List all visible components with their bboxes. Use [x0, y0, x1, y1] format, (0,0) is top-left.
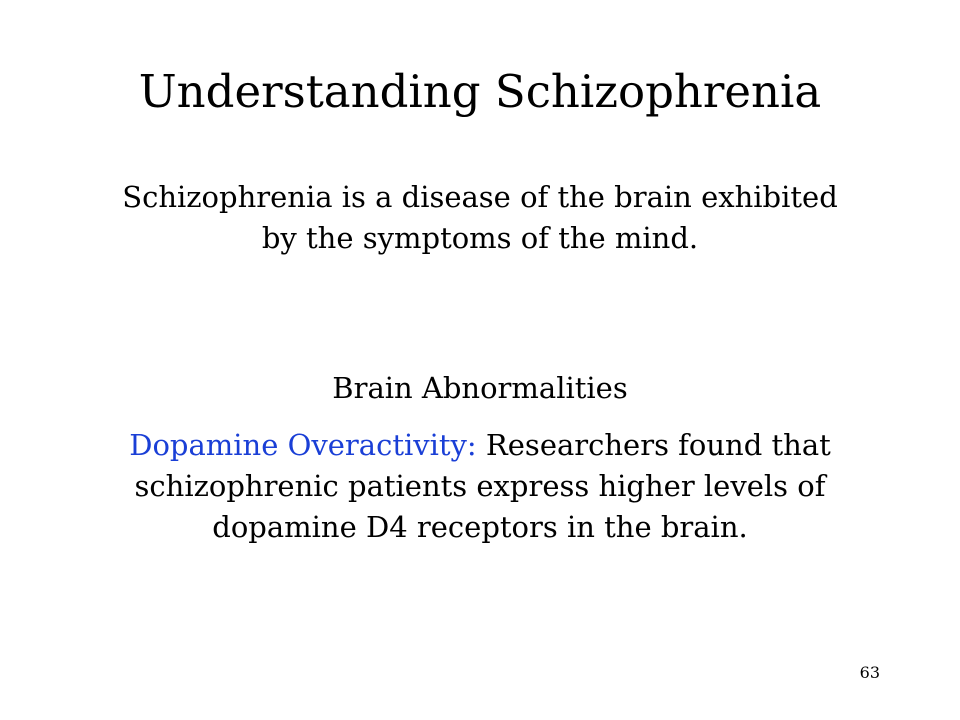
detail-line-2: schizophrenic patients express higher levels of: [134, 469, 826, 503]
detail-paragraph: [60, 425, 900, 548]
highlighted-term: Dopamine Overactivity:: [129, 428, 477, 462]
detail-line-1-text: Researchers found that: [476, 428, 831, 462]
page-number: 63: [859, 663, 880, 682]
detail-line-3: dopamine D4 receptors in the brain.: [212, 510, 748, 544]
intro-paragraph: [60, 177, 900, 259]
slide-title: Understanding Schizophrenia: [138, 65, 822, 118]
intro-line-2: by the symptoms of the mind.: [261, 221, 699, 255]
section-heading: Brain Abnormalities: [332, 371, 628, 405]
intro-line-1: Schizophrenia is a disease of the brain exhibited: [122, 180, 838, 214]
